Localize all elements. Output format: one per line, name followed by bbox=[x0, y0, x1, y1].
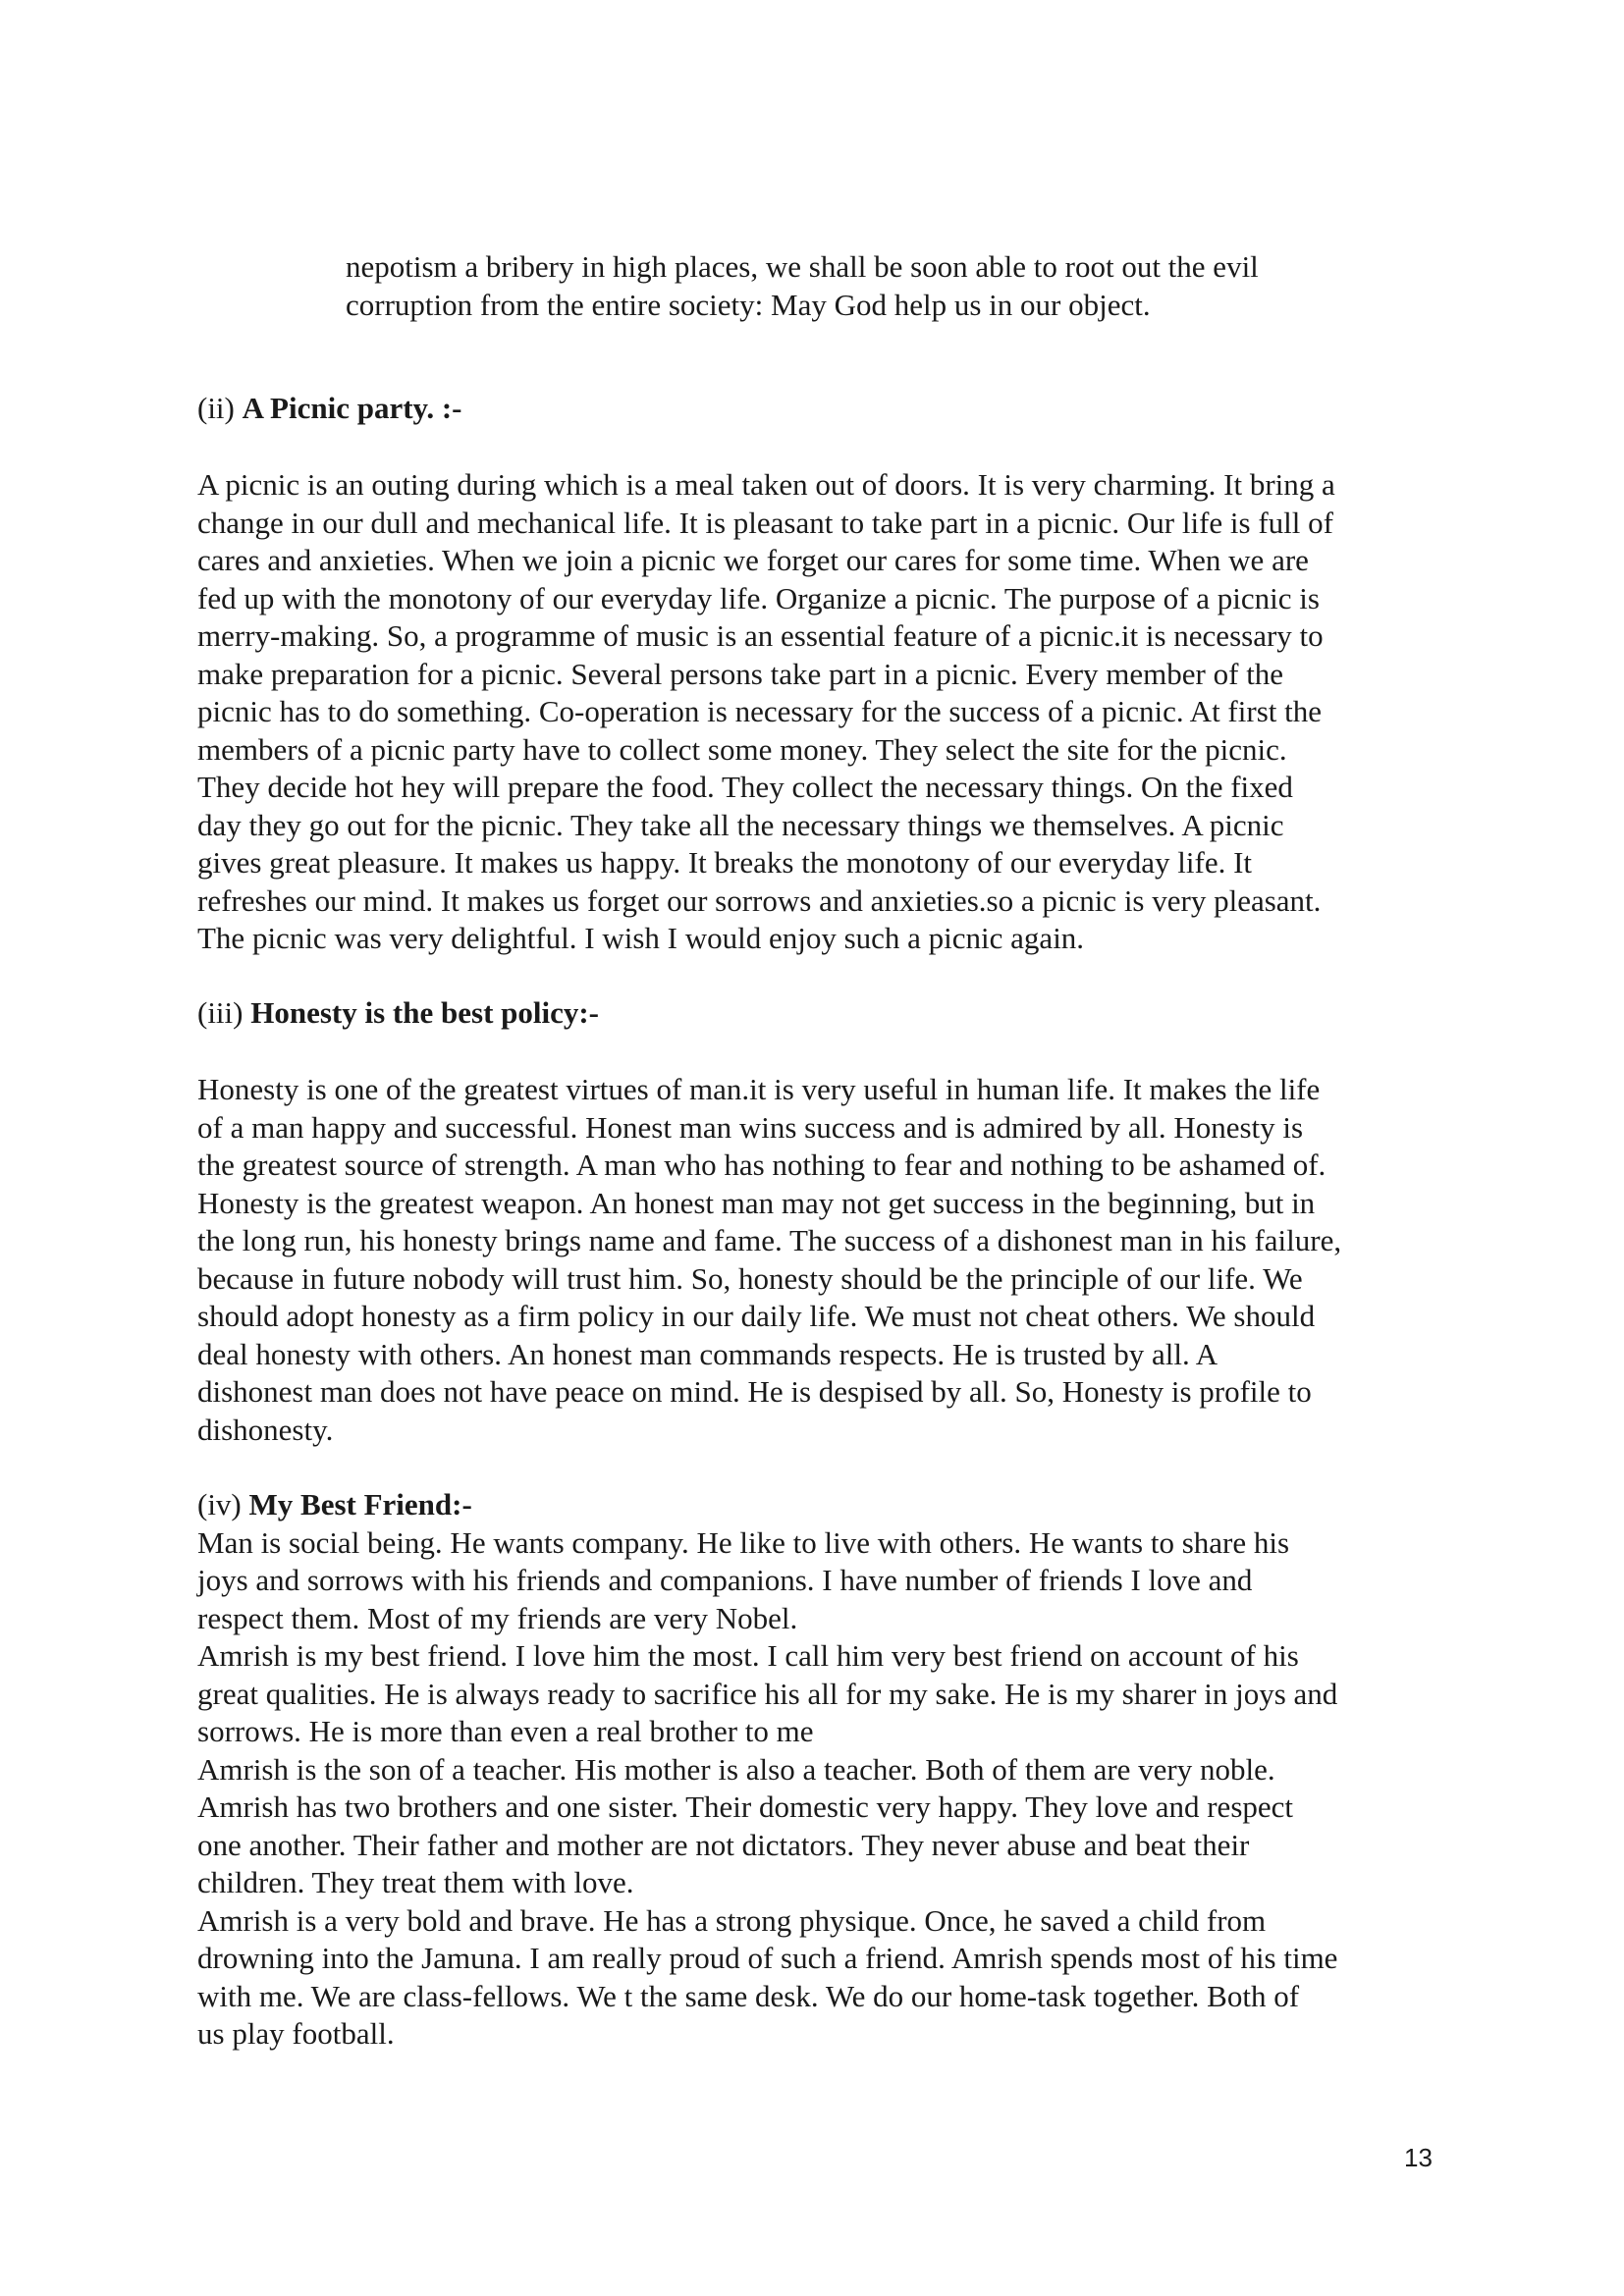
text-line: respect them. Most of my friends are very Nobel. bbox=[197, 1600, 798, 1635]
text-line: us play football. bbox=[197, 2016, 395, 2051]
text-line: Honesty is one of the greatest virtues of man.it is very useful in human life. It makes the life bbox=[197, 1072, 1321, 1106]
friend-section bbox=[197, 1486, 1454, 2054]
text-line: dishonesty. bbox=[197, 1412, 334, 1447]
text-line: Amrish is a very bold and brave. He has a strong physique. Once, he saved a child from bbox=[197, 1902, 1267, 1938]
picnic-heading bbox=[197, 390, 1454, 428]
section-title: Honesty is the best policy:- bbox=[250, 995, 600, 1030]
section-number: (iv) bbox=[197, 1487, 242, 1522]
text-line: dishonest man does not have peace on mind. He is despised by all. So, Honesty is profile to bbox=[197, 1374, 1312, 1409]
text-line: change in our dull and mechanical life. It is pleasant to take part in a picnic. Our life is full of bbox=[197, 505, 1333, 540]
text-line: The picnic was very delightful. I wish I would enjoy such a picnic again. bbox=[197, 921, 1085, 955]
text-line: of a man happy and successful. Honest man wins success and is admired by all. Honesty is bbox=[197, 1109, 1304, 1145]
page-number: 13 bbox=[1404, 2143, 1433, 2172]
text-line: Amrish is the son of a teacher. His mother is also a teacher. Both of them are very noble. bbox=[197, 1751, 1275, 1787]
text-line: gives great pleasure. It makes us happy. It breaks the monotony of our everyday life. It bbox=[197, 845, 1253, 880]
intro-paragraph bbox=[346, 248, 1455, 324]
text-line: merry-making. So, a programme of music is an essential feature of a picnic.it is necessary to bbox=[197, 618, 1324, 653]
section-title: My Best Friend:- bbox=[248, 1487, 472, 1522]
text-line: Amrish has two brothers and one sister. Their domestic very happy. They love and respect bbox=[197, 1789, 1294, 1824]
text-line: picnic has to do something. Co-operation is necessary for the success of a picnic. At first the bbox=[197, 694, 1322, 728]
text-line: make preparation for a picnic. Several persons take part in a picnic. Every member of the bbox=[197, 656, 1284, 691]
text-line: sorrows. He is more than even a real brother to me bbox=[197, 1714, 814, 1748]
text-line: joys and sorrows with his friends and companions. I have number of friends I love and bbox=[197, 1563, 1253, 1597]
text-line: drowning into the Jamuna. I am really proud of such a friend. Amrish spends most of his time bbox=[197, 1941, 1338, 1975]
honesty-heading bbox=[197, 994, 1454, 1033]
honesty-paragraph bbox=[197, 1071, 1454, 1449]
text-line: They decide hot hey will prepare the food. They collect the necessary things. On the fixed bbox=[197, 770, 1293, 804]
text-line: Man is social being. He wants company. He like to live with others. He wants to share his bbox=[197, 1524, 1290, 1560]
text-line: deal honesty with others. An honest man commands respects. He is trusted by all. A bbox=[197, 1336, 1218, 1371]
text-line: Amrish is my best friend. I love him the most. I call him very best friend on account of his bbox=[197, 1638, 1299, 1673]
friend-heading bbox=[197, 1486, 1454, 1524]
text-line: corruption from the entire society: May God help us in our object. bbox=[346, 287, 1151, 322]
text-line: with me. We are class-fellows. We t the same desk. We do our home-task together. Both of bbox=[197, 1978, 1300, 2013]
text-line: one another. Their father and mother are not dictators. They never abuse and beat their bbox=[197, 1827, 1250, 1862]
text-line: should adopt honesty as a firm policy in our daily life. We must not cheat others. We should bbox=[197, 1299, 1316, 1333]
text-line: cares and anxieties. When we join a picnic we forget our cares for some time. When we are bbox=[197, 543, 1309, 577]
text-line: the long run, his honesty brings name and fame. The success of a dishonest man in his failure, bbox=[197, 1223, 1342, 1257]
text-line: members of a picnic party have to collect some money. They select the site for the picnic. bbox=[197, 731, 1287, 767]
text-line: the greatest source of strength. A man who has nothing to fear and nothing to be ashamed of. bbox=[197, 1148, 1326, 1182]
text-line: fed up with the monotony of our everyday life. Organize a picnic. The purpose of a picnic is bbox=[197, 580, 1320, 615]
text-line: day they go out for the picnic. They take all the necessary things we themselves. A picnic bbox=[197, 807, 1284, 842]
section-number: (ii) bbox=[197, 391, 235, 425]
picnic-paragraph bbox=[197, 466, 1454, 958]
section-title: A Picnic party. :- bbox=[242, 391, 462, 425]
text-line: nepotism a bribery in high places, we shall be soon able to root out the evil bbox=[346, 249, 1259, 284]
text-line: refreshes our mind. It makes us forget our sorrows and anxieties.so a picnic is very pleasant. bbox=[197, 882, 1322, 918]
text-line: children. They treat them with love. bbox=[197, 1865, 634, 1899]
section-number: (iii) bbox=[197, 995, 244, 1030]
text-line: because in future nobody will trust him. So, honesty should be the principle of our life. We bbox=[197, 1260, 1303, 1296]
text-line: great qualities. He is always ready to sacrifice his all for my sake. He is my sharer in joys and bbox=[197, 1676, 1338, 1711]
text-line: Honesty is the greatest weapon. An honest man may not get success in the beginning, but in bbox=[197, 1185, 1316, 1220]
text-line: A picnic is an outing during which is a meal taken out of doors. It is very charming. It bring a bbox=[197, 467, 1335, 502]
